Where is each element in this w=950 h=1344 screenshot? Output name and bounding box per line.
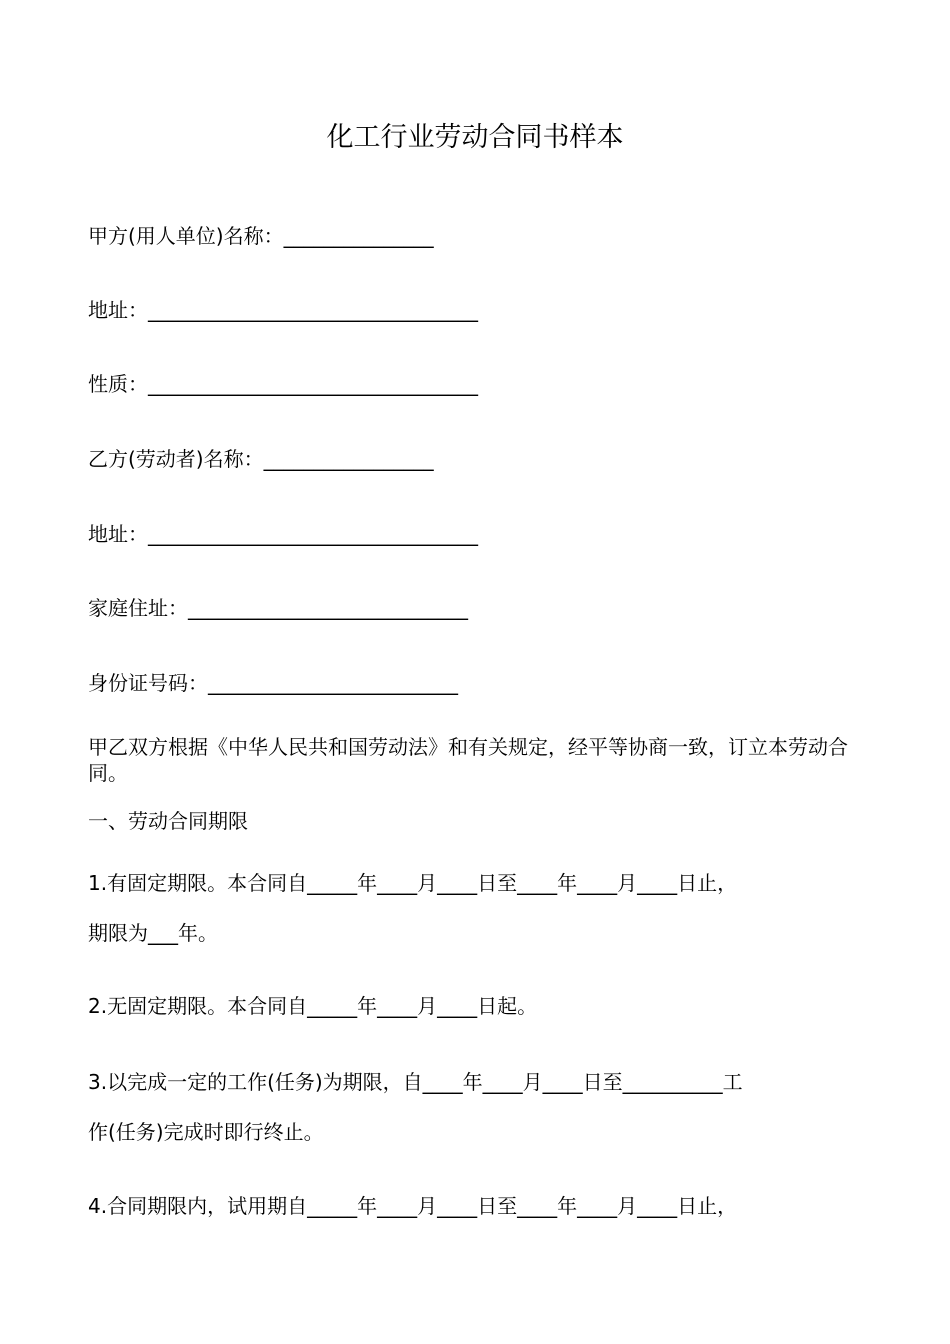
section-1-heading: 一、劳动合同期限 <box>88 809 248 833</box>
party-b-name-field: 乙方(劳动者)名称：_________________ <box>88 447 434 471</box>
party-a-name-field: 甲方(用人单位)名称：_______________ <box>88 224 434 248</box>
clause-3-line-1: 3.以完成一定的工作(任务)为期限，自____年____月____日至__________工 <box>88 1070 743 1094</box>
party-a-nature-field: 性质：_________________________________ <box>88 372 478 396</box>
party-a-address-field: 地址：_________________________________ <box>88 298 478 322</box>
clause-1-line-2: 期限为___年。 <box>88 921 218 945</box>
document-title: 化工行业劳动合同书样本 <box>326 122 624 153</box>
id-number-field: 身份证号码：_________________________ <box>88 671 458 695</box>
clause-2: 2.无固定期限。本合同自_____年____月____日起。 <box>88 994 538 1018</box>
clause-4-line-1: 4.合同期限内，试用期自_____年____月____日至____年____月____日止， <box>88 1194 738 1218</box>
home-address-field: 家庭住址：____________________________ <box>88 596 468 620</box>
clause-3-line-2: 作(任务)完成时即行终止。 <box>88 1120 324 1144</box>
preamble-paragraph: 甲乙双方根据《中华人民共和国劳动法》和有关规定，经平等协商一致，订立本劳动合同。 <box>88 735 848 785</box>
party-b-address-field: 地址：_________________________________ <box>88 522 478 546</box>
clause-1-line-1: 1.有固定期限。本合同自_____年____月____日至____年____月____日止， <box>88 871 738 895</box>
